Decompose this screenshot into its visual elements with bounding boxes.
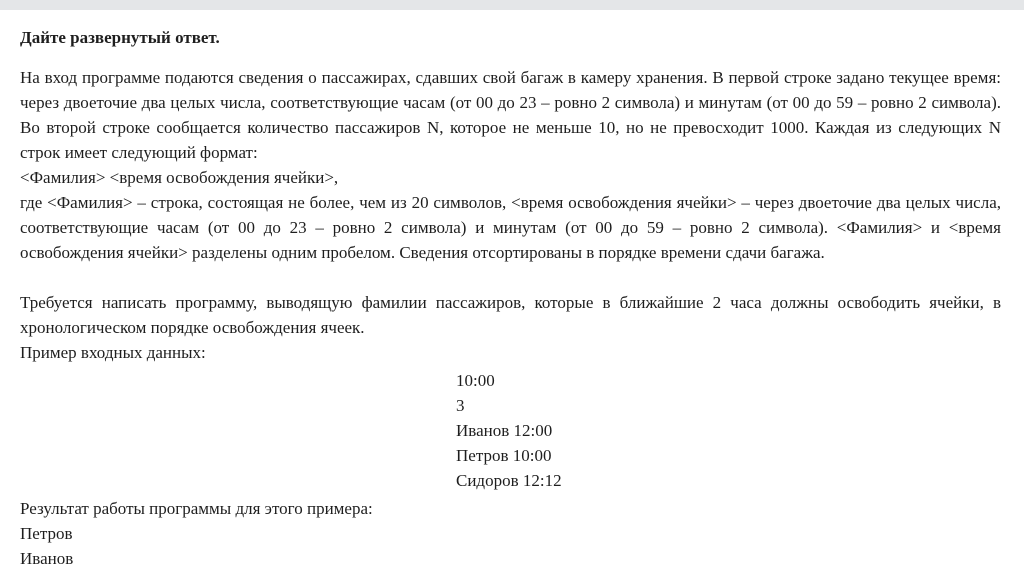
result-label: Результат работы программы для этого примера: bbox=[20, 499, 373, 518]
result-section bbox=[20, 496, 1001, 571]
task-requirement bbox=[20, 290, 1001, 365]
description-text: На вход программе подаются сведения о пассажирах, сдавших свой багаж в камеру хранения. В первой строке задано текущее время: через двоеточие два целых числа, соответствующие часам (от 00 до 23 – ровно 2 символа) и минутам (от 00 до 59 – ровно 2 символа). Во второй строке сообщается количество пассажиров N, которое не меньше 10, но не превосходит 1000. Каждая из следующих N строк имеет следующий формат: bbox=[20, 68, 1001, 162]
result-output-line: Петров bbox=[20, 524, 73, 543]
task-heading: Дайте развернутый ответ. bbox=[20, 28, 220, 47]
example-input-block bbox=[456, 368, 1001, 493]
requirement-text: Требуется написать программу, выводящую фамилии пассажиров, которые в ближайшие 2 часа должны освободить ячейки, в хронологическом порядке освобождения ячеек. bbox=[20, 293, 1001, 337]
example-input-line: Петров 10:00 bbox=[456, 446, 552, 465]
format-line: <Фамилия> <время освобождения ячейки>, bbox=[20, 168, 339, 187]
example-input-line: Сидоров 12:12 bbox=[456, 471, 562, 490]
example-input-line: 10:00 bbox=[456, 371, 495, 390]
task-content bbox=[20, 25, 1001, 571]
example-input-line: 3 bbox=[456, 396, 465, 415]
result-output-line: Иванов bbox=[20, 549, 74, 568]
top-bar bbox=[0, 0, 1024, 10]
example-input-label: Пример входных данных: bbox=[20, 343, 206, 362]
task-description bbox=[20, 65, 1001, 265]
example-input-line: Иванов 12:00 bbox=[456, 421, 553, 440]
format-explanation: где <Фамилия> – строка, состоящая не более, чем из 20 символов, <время освобождения ячейки> – через двоеточие два целых числа, соответствующие часам (от 00 до 23 – ровно 2 символа) и минутам (от 00 до 59 – ровно 2 символа). <Фамилия> и <время освобождения ячейки> разделены одним пробелом. Сведения отсортированы в порядке времени сдачи багажа. bbox=[20, 193, 1001, 262]
